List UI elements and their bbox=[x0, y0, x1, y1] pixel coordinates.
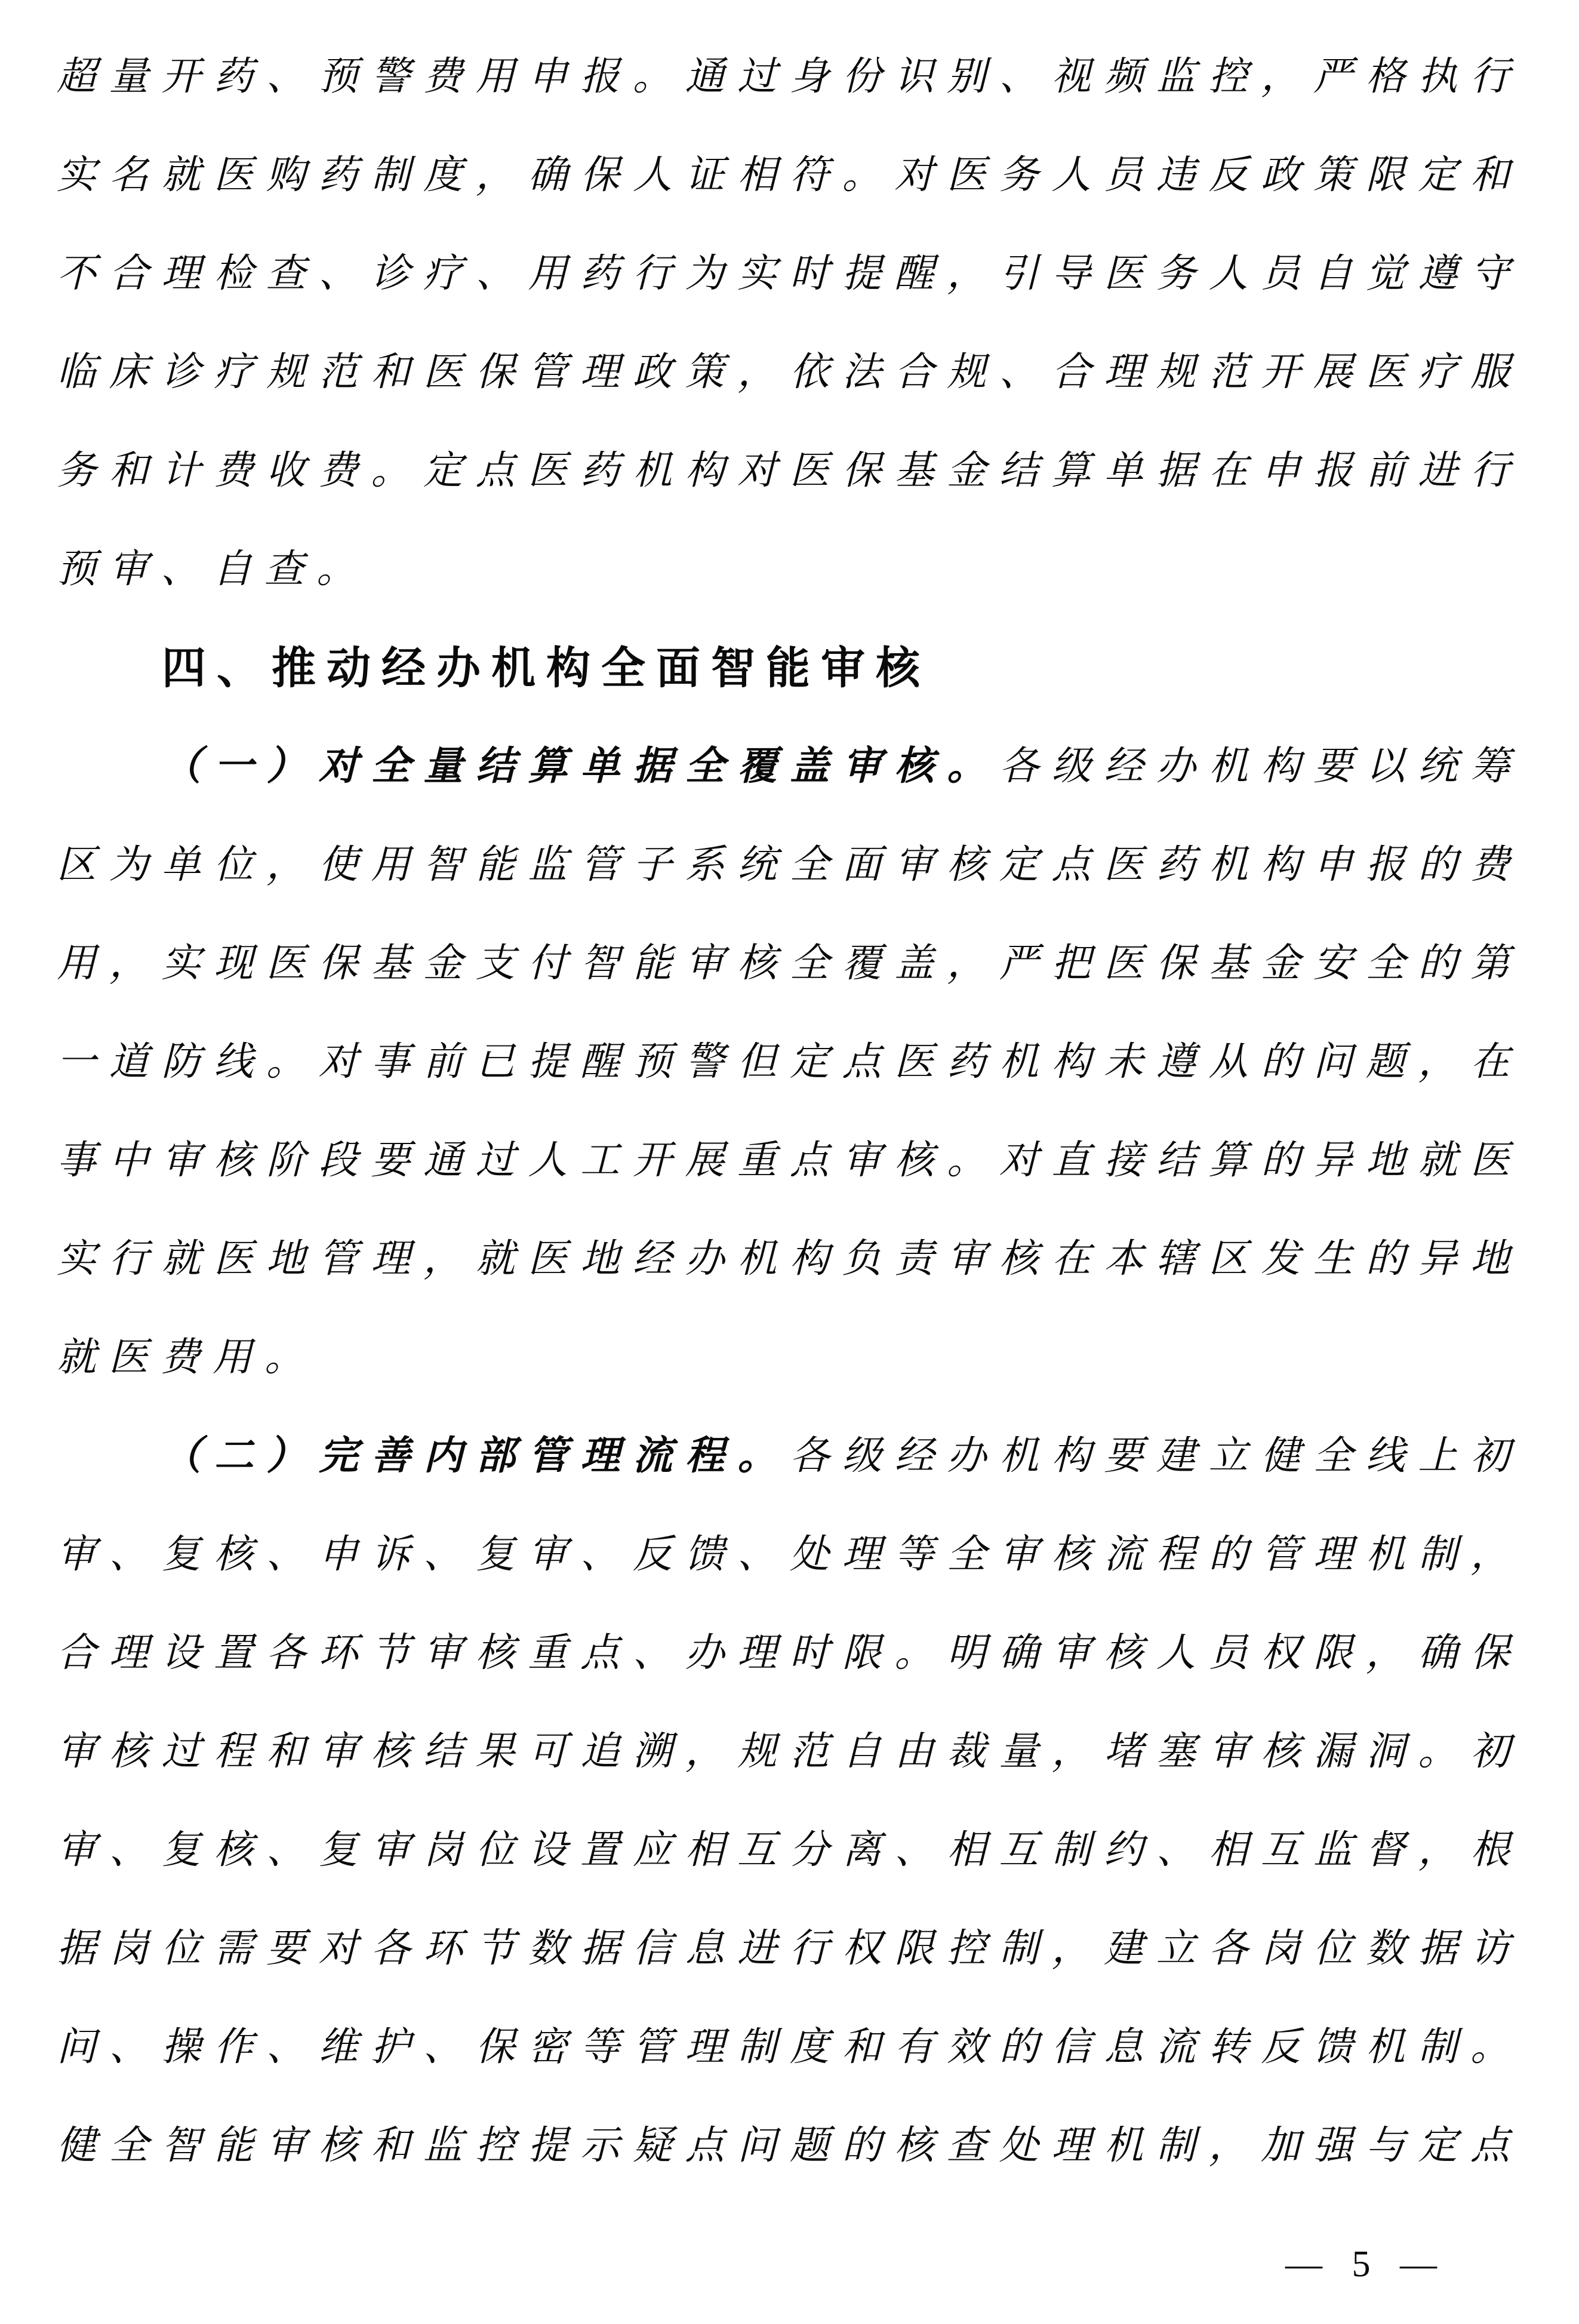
text-line: 合理设置各环节审核重点、办理时限。明确审核人员权限，确保 bbox=[57, 1631, 1522, 1675]
text-line: 务和计费收费。定点医药机构对医保基金结算单据在申报前进行 bbox=[57, 449, 1522, 493]
text-line: 问、操作、维护、保密等管理制度和有效的信息流转反馈机制。 bbox=[57, 2025, 1522, 2069]
text-line: 实名就医购药制度，确保人证相符。对医务人员违反政策限定和 bbox=[57, 153, 1522, 197]
text-line bbox=[57, 1407, 1522, 1505]
page-number: — 5 — bbox=[1285, 2244, 1441, 2285]
text-line: 审、复核、复审岗位设置应相互分离、相互制约、相互监督，根 bbox=[57, 1828, 1522, 1872]
lead-in-emphasis: （一）对全量结算单据全覆盖审核。 bbox=[162, 745, 999, 788]
text-line: 据岗位需要对各环节数据信息进行权限控制，建立各岗位数据访 bbox=[57, 1927, 1522, 1971]
lead-in-emphasis: （二）完善内部管理流程。 bbox=[162, 1434, 790, 1478]
text-line: 实行就医地管理，就医地经办机构负责审核在本辖区发生的异地 bbox=[57, 1237, 1522, 1281]
text-line: 临床诊疗规范和医保管理政策，依法合规、合理规范开展医疗服 bbox=[57, 351, 1522, 394]
line-text: 各级经办机构要建立健全线上初 bbox=[790, 1434, 1523, 1478]
text-line: 审核过程和审核结果可追溯，规范自由裁量，堵塞审核漏洞。初 bbox=[57, 1730, 1522, 1773]
text-line: 用，实现医保基金支付智能审核全覆盖，严把医保基金安全的第 bbox=[57, 942, 1522, 985]
line-text: 各级经办机构要以统筹 bbox=[999, 745, 1523, 788]
text-line: 审、复核、申诉、复审、反馈、处理等全审核流程的管理机制， bbox=[57, 1533, 1522, 1576]
text-line: 就医费用。 bbox=[57, 1336, 316, 1379]
section-heading: 四、推动经办机构全面智能审核 bbox=[162, 643, 931, 693]
text-line: 超量开药、预警费用申报。通过身份识别、视频监控，严格执行 bbox=[57, 55, 1522, 99]
text-line: 不合理检查、诊疗、用药行为实时提醒，引导医务人员自觉遵守 bbox=[57, 252, 1522, 296]
text-line bbox=[57, 717, 1522, 816]
text-line: 健全智能审核和监控提示疑点问题的核查处理机制，加强与定点 bbox=[57, 2124, 1522, 2168]
text-line: 区为单位，使用智能监管子系统全面审核定点医药机构申报的费 bbox=[57, 843, 1522, 887]
text-line: 一道防线。对事前已提醒预警但定点医药机构未遵从的问题，在 bbox=[57, 1040, 1522, 1084]
document-body bbox=[57, 27, 1522, 2195]
text-line: 预审、自查。 bbox=[57, 548, 368, 591]
text-line: 事中审核阶段要通过人工开展重点审核。对直接结算的异地就医 bbox=[57, 1139, 1522, 1182]
